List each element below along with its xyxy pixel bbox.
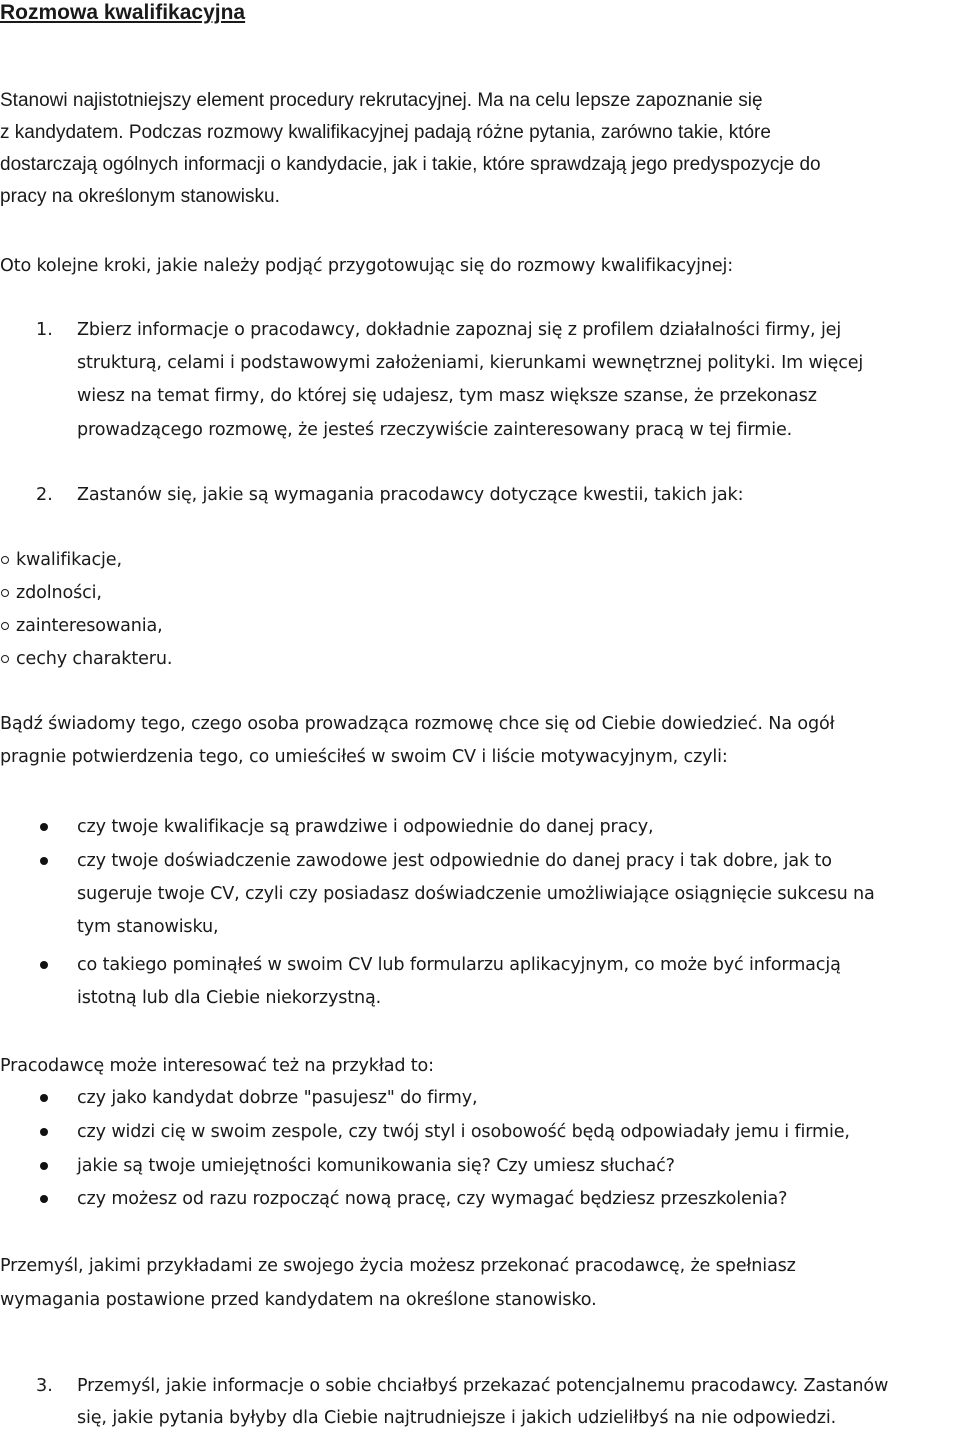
step-number: 2.: [36, 485, 53, 505]
bullet-icon: [40, 1162, 48, 1170]
step-line: Zbierz informacje o pracodawcy, dokładnie zapoznaj się z profilem działalności firmy, jej: [77, 320, 842, 340]
list-item-text: czy możesz od razu rozpocząć nową pracę, czy wymagać będziesz przeszkolenia?: [77, 1189, 788, 1209]
bullet-icon: [40, 1128, 48, 1136]
step-line: Zastanów się, jakie są wymagania pracodawcy dotyczące kwestii, takich jak:: [77, 485, 744, 505]
paragraph-line: wymagania postawione przed kandydatem na określone stanowisko.: [0, 1290, 597, 1310]
list-item-text: zdolności,: [16, 583, 102, 603]
intro-line: pracy na określonym stanowisku.: [0, 186, 280, 207]
bullet-icon: [40, 1195, 48, 1203]
employer-interest-heading: Pracodawcę może interesować też na przykład to:: [0, 1056, 434, 1076]
list-item-text: tym stanowisku,: [77, 917, 219, 937]
list-item-text: czy twoje kwalifikacje są prawdziwe i odpowiednie do danej pracy,: [77, 817, 654, 837]
steps-intro: Oto kolejne kroki, jakie należy podjąć przygotowując się do rozmowy kwalifikacyjnej:: [0, 256, 734, 276]
bullet-icon: [1, 655, 9, 663]
bullet-icon: [1, 589, 9, 597]
step-line: prowadzącego rozmowę, że jesteś rzeczywiście zainteresowany pracą w tej firmie.: [77, 420, 793, 440]
step-line: wiesz na temat firmy, do której się udajesz, tym masz większe szanse, że przekonasz: [77, 386, 817, 406]
list-item-text: czy jako kandydat dobrze "pasujesz" do firmy,: [77, 1088, 478, 1108]
page-title: Rozmowa kwalifikacyjna: [0, 1, 246, 24]
list-item-text: zainteresowania,: [16, 616, 163, 636]
list-item-text: co takiego pominąłeś w swoim CV lub formularzu aplikacyjnym, co może być informacją: [77, 955, 841, 975]
intro-line: dostarczają ogólnych informacji o kandydacie, jak i takie, które sprawdzają jego predyspozycje do: [0, 154, 821, 175]
bullet-icon: [40, 823, 48, 831]
bullet-icon: [40, 857, 48, 865]
bullet-icon: [40, 1094, 48, 1102]
step-line: Przemyśl, jakie informacje o sobie chciałbyś przekazać potencjalnemu pracodawcy. Zastanów: [77, 1376, 889, 1396]
list-item-text: istotną lub dla Ciebie niekorzystną.: [77, 988, 382, 1008]
step-number: 1.: [36, 320, 53, 340]
step-line: strukturą, celami i podstawowymi założeniami, kierunkami wewnętrznej polityki. Im więcej: [77, 353, 864, 373]
intro-line: Stanowi najistotniejszy element procedury rekrutacyjnej. Ma na celu lepsze zapoznanie się: [0, 90, 763, 111]
paragraph-line: pragnie potwierdzenia tego, co umieściłeś w swoim CV i liście motywacyjnym, czyli:: [0, 747, 728, 767]
list-item-text: czy widzi cię w swoim zespole, czy twój styl i osobowość będą odpowiadały jemu i firmie,: [77, 1122, 850, 1142]
bullet-icon: [1, 622, 9, 630]
paragraph-line: Przemyśl, jakimi przykładami ze swojego życia możesz przekonać pracodawcę, że spełniasz: [0, 1256, 796, 1276]
list-item-text: kwalifikacje,: [16, 550, 122, 570]
bullet-icon: [40, 961, 48, 969]
bullet-icon: [1, 556, 9, 564]
paragraph-line: Bądź świadomy tego, czego osoba prowadząca rozmowę chce się od Ciebie dowiedzieć. Na ogół: [0, 714, 835, 734]
intro-line: z kandydatem. Podczas rozmowy kwalifikacyjnej padają różne pytania, zarówno takie, które: [0, 122, 771, 143]
list-item-text: cechy charakteru.: [16, 649, 173, 669]
list-item-text: jakie są twoje umiejętności komunikowania się? Czy umiesz słuchać?: [77, 1156, 675, 1176]
step-line: się, jakie pytania byłyby dla Ciebie najtrudniejsze i jakich udzieliłbyś na nie odpowiedzi.: [77, 1408, 837, 1428]
list-item-text: czy twoje doświadczenie zawodowe jest odpowiednie do danej pracy i tak dobre, jak to: [77, 851, 832, 871]
list-item-text: sugeruje twoje CV, czyli czy posiadasz doświadczenie umożliwiające osiągnięcie sukcesu na: [77, 884, 875, 904]
step-number: 3.: [36, 1376, 53, 1396]
